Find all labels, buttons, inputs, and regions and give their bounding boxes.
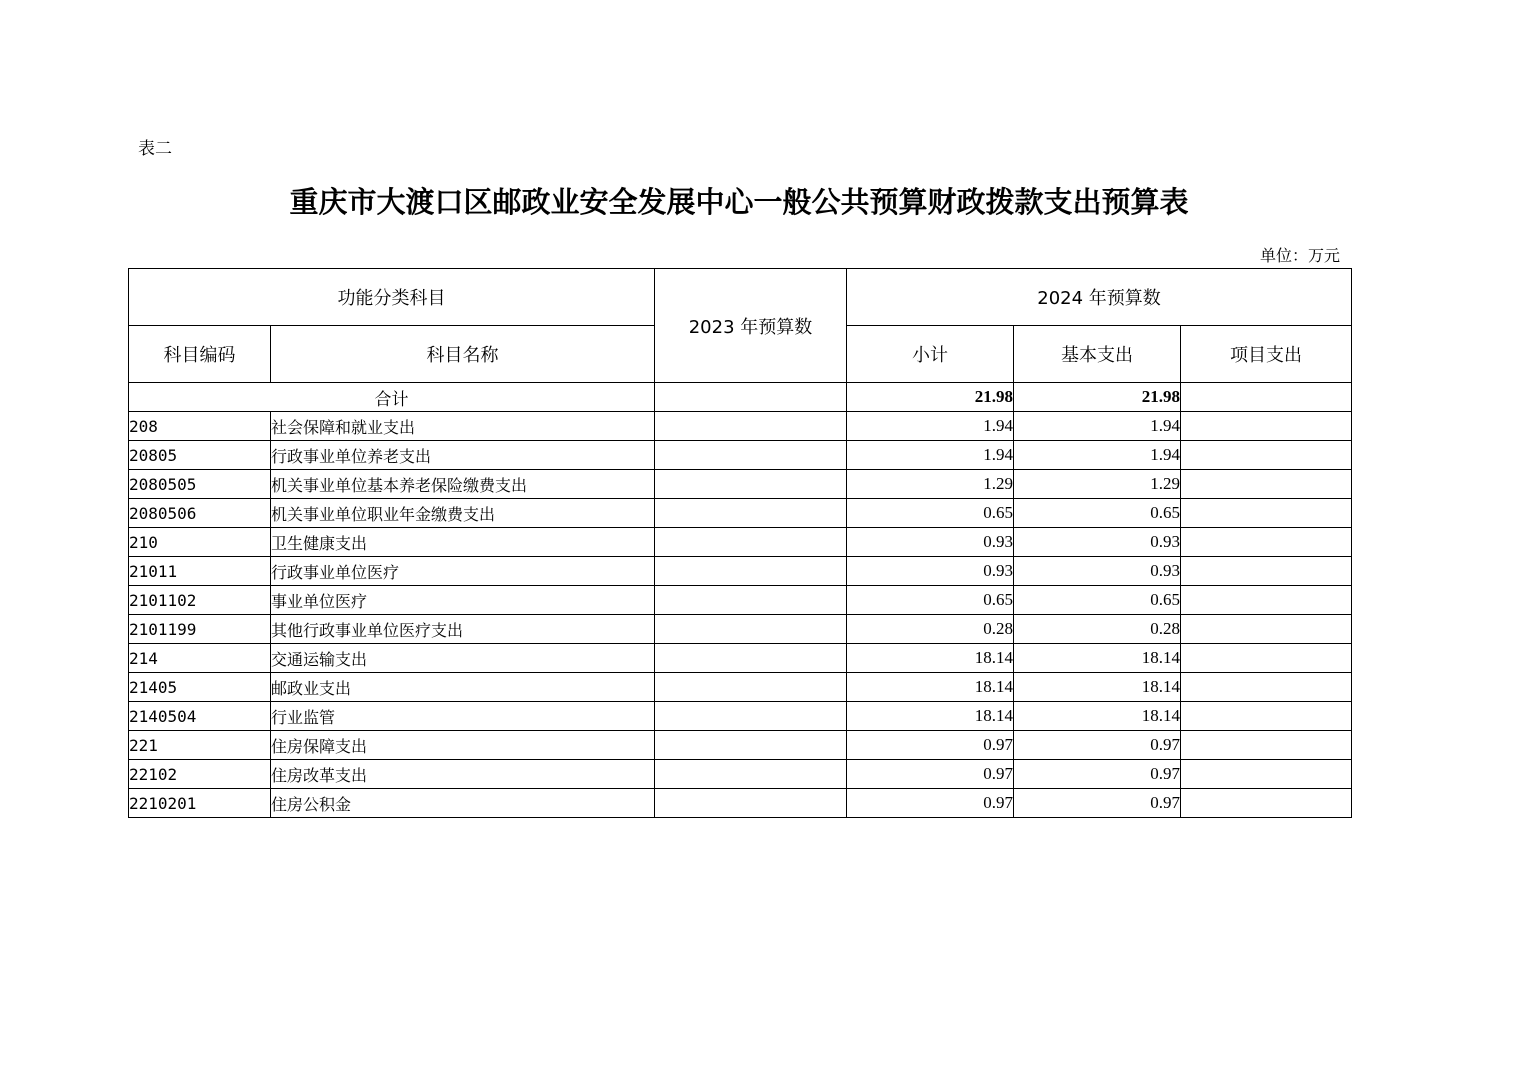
row-code: 2210201	[129, 789, 271, 818]
row-basic: 0.28	[1014, 615, 1181, 644]
row-subtotal: 0.65	[847, 499, 1014, 528]
row-name: 机关事业单位职业年金缴费支出	[271, 499, 655, 528]
row-code: 2101102	[129, 586, 271, 615]
table-row	[129, 615, 1352, 644]
header-budget-2023: 2023 年预算数	[655, 269, 847, 383]
row-subtotal: 0.97	[847, 789, 1014, 818]
row-code: 20805	[129, 441, 271, 470]
table-row	[129, 470, 1352, 499]
row-code: 21405	[129, 673, 271, 702]
row-basic: 0.65	[1014, 499, 1181, 528]
row-basic: 0.65	[1014, 586, 1181, 615]
header-name: 科目名称	[271, 326, 655, 383]
page-title: 重庆市大渡口区邮政业安全发展中心一般公共预算财政拨款支出预算表	[289, 185, 1189, 219]
table-row	[129, 644, 1352, 673]
row-code: 210	[129, 528, 271, 557]
row-budget-2023	[655, 470, 847, 499]
row-project	[1181, 615, 1352, 644]
row-basic: 0.93	[1014, 557, 1181, 586]
row-budget-2023	[655, 702, 847, 731]
row-project	[1181, 470, 1352, 499]
row-name: 行业监管	[271, 702, 655, 731]
row-code: 2080505	[129, 470, 271, 499]
total-basic: 21.98	[1014, 383, 1181, 412]
row-project	[1181, 441, 1352, 470]
row-budget-2023	[655, 644, 847, 673]
total-project	[1181, 383, 1352, 412]
row-budget-2023	[655, 441, 847, 470]
row-budget-2023	[655, 412, 847, 441]
total-row	[129, 383, 1352, 412]
row-subtotal: 18.14	[847, 702, 1014, 731]
row-basic: 0.97	[1014, 760, 1181, 789]
row-basic: 0.93	[1014, 528, 1181, 557]
row-code: 2080506	[129, 499, 271, 528]
row-subtotal: 18.14	[847, 644, 1014, 673]
row-name: 卫生健康支出	[271, 528, 655, 557]
row-code: 2140504	[129, 702, 271, 731]
row-basic: 1.29	[1014, 470, 1181, 499]
row-subtotal: 1.94	[847, 441, 1014, 470]
row-name: 事业单位医疗	[271, 586, 655, 615]
row-subtotal: 1.29	[847, 470, 1014, 499]
row-project	[1181, 789, 1352, 818]
row-name: 交通运输支出	[271, 644, 655, 673]
row-code: 221	[129, 731, 271, 760]
row-name: 邮政业支出	[271, 673, 655, 702]
header-func-class: 功能分类科目	[129, 269, 655, 326]
row-subtotal: 18.14	[847, 673, 1014, 702]
table-row	[129, 760, 1352, 789]
row-basic: 18.14	[1014, 644, 1181, 673]
table-label: 表二	[138, 139, 172, 159]
row-name: 住房公积金	[271, 789, 655, 818]
row-code: 214	[129, 644, 271, 673]
row-basic: 18.14	[1014, 702, 1181, 731]
row-budget-2023	[655, 731, 847, 760]
header-subtotal: 小计	[847, 326, 1014, 383]
row-basic: 18.14	[1014, 673, 1181, 702]
row-basic: 1.94	[1014, 412, 1181, 441]
row-name: 行政事业单位医疗	[271, 557, 655, 586]
row-code: 2101199	[129, 615, 271, 644]
row-budget-2023	[655, 615, 847, 644]
row-subtotal: 0.65	[847, 586, 1014, 615]
row-subtotal: 0.28	[847, 615, 1014, 644]
row-budget-2023	[655, 528, 847, 557]
row-name: 住房保障支出	[271, 731, 655, 760]
total-budget-2023	[655, 383, 847, 412]
row-subtotal: 0.93	[847, 528, 1014, 557]
table-row	[129, 731, 1352, 760]
row-name: 社会保障和就业支出	[271, 412, 655, 441]
header-code: 科目编码	[129, 326, 271, 383]
table-row	[129, 528, 1352, 557]
row-project	[1181, 673, 1352, 702]
row-budget-2023	[655, 760, 847, 789]
row-project	[1181, 702, 1352, 731]
row-code: 22102	[129, 760, 271, 789]
row-code: 208	[129, 412, 271, 441]
header-project: 项目支出	[1181, 326, 1352, 383]
table-row	[129, 412, 1352, 441]
row-project	[1181, 586, 1352, 615]
row-budget-2023	[655, 499, 847, 528]
total-subtotal: 21.98	[847, 383, 1014, 412]
unit-note: 单位：万元	[1259, 246, 1340, 265]
table-row	[129, 499, 1352, 528]
row-project	[1181, 731, 1352, 760]
budget-table	[128, 268, 1352, 818]
row-project	[1181, 528, 1352, 557]
row-code: 21011	[129, 557, 271, 586]
row-basic: 1.94	[1014, 441, 1181, 470]
header-budget-2024: 2024 年预算数	[847, 269, 1352, 326]
table-row	[129, 673, 1352, 702]
row-project	[1181, 644, 1352, 673]
table-row	[129, 586, 1352, 615]
row-name: 其他行政事业单位医疗支出	[271, 615, 655, 644]
row-budget-2023	[655, 586, 847, 615]
row-subtotal: 1.94	[847, 412, 1014, 441]
row-project	[1181, 499, 1352, 528]
row-name: 行政事业单位养老支出	[271, 441, 655, 470]
row-budget-2023	[655, 789, 847, 818]
row-budget-2023	[655, 673, 847, 702]
table-row	[129, 557, 1352, 586]
table-row	[129, 702, 1352, 731]
total-label: 合计	[129, 383, 655, 412]
row-name: 机关事业单位基本养老保险缴费支出	[271, 470, 655, 499]
table-row	[129, 789, 1352, 818]
row-basic: 0.97	[1014, 731, 1181, 760]
row-subtotal: 0.97	[847, 731, 1014, 760]
row-subtotal: 0.93	[847, 557, 1014, 586]
header-basic: 基本支出	[1014, 326, 1181, 383]
row-subtotal: 0.97	[847, 760, 1014, 789]
table-row	[129, 441, 1352, 470]
row-basic: 0.97	[1014, 789, 1181, 818]
row-budget-2023	[655, 557, 847, 586]
row-project	[1181, 557, 1352, 586]
row-name: 住房改革支出	[271, 760, 655, 789]
row-project	[1181, 412, 1352, 441]
row-project	[1181, 760, 1352, 789]
